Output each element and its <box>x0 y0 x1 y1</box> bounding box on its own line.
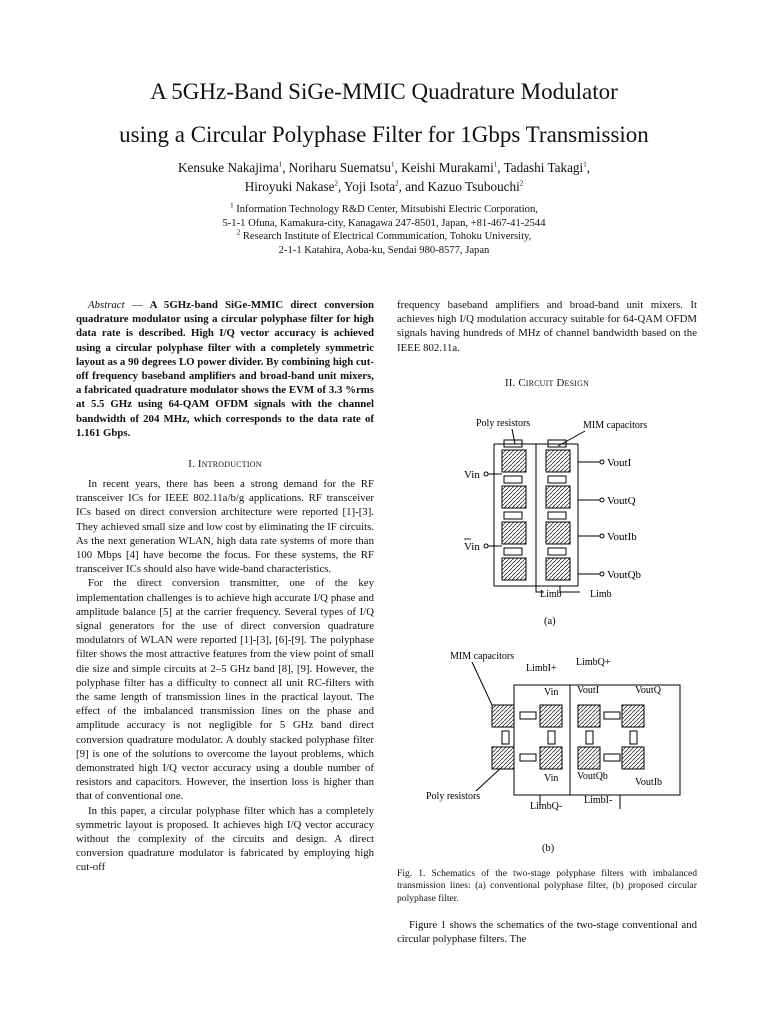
author: Keishi Murakami <box>401 160 494 175</box>
paragraph: In recent years, there has been a strong demand for the RF transceiver ICs for IEEE 802.11a/b/g applications. RF transceiver ICs based on direct conversion architecture were reported [1]-[3]. They achieved small size and low cost by eliminating the IF circuits. As the next generation WLAN, high data rate systems of more than 100 Mbps [4] have become the focus. For these systems, the RF transceiver ICs should also have wide-band characteristics. <box>76 478 374 576</box>
affiliation-line: 5-1-1 Ofuna, Kamakura-city, Kanagawa 247-8501, Japan, +81-467-41-2544 <box>222 217 546 229</box>
figure-sublabel-b: (b) <box>542 843 555 854</box>
figure-1b-schematic <box>420 645 700 855</box>
author: Hiroyuki Nakase <box>244 179 335 194</box>
vout-qb-label: VoutQb <box>577 771 608 782</box>
abstract-text: A 5GHz-band SiGe-MMIC direct conversion quadrature modulator using a circular polyphase filter for high data rate is described. High I/Q vector accuracy is achieved using a circular polyphase filter with a completely symmetric layout as a 90 degrees LO power divider. By combining high cut-off frequency baseband amplifiers and broad-band unit mixers, a fabricated quadrature modulator shows the EVM of 3.3 %rms at 5.5 GHz using 64-QAM OFDM signals with the channel bandwidth of 204 MHz, which corresponds to the data rate of 1.161 Gbps. <box>76 299 374 439</box>
figure-caption: Fig. 1. Schematics of the two-stage polyphase filters with imbalanced transmission lines: (a) conventional polyphase filter, (b) proposed circular polyphase filter. <box>397 868 697 904</box>
paper-title-line1: A 5GHz-Band SiGe-MMIC Quadrature Modulator <box>150 79 618 104</box>
section-heading-intro: I. Introduction <box>188 458 262 470</box>
vin-label: Vin <box>544 687 559 698</box>
vout-ib-label: VoutIb <box>635 777 663 788</box>
paragraph: In this paper, a circular polyphase filter which has a completely symmetric layout is proposed. It achieves high I/Q vector accuracy without the complexity of the circuits and design. A direct conversion quadrature modulator is fabricated by employing high cut-off <box>76 804 374 874</box>
vout-ib-label: VoutIb <box>607 531 637 543</box>
affiliation-line: Research Institute of Electrical Communication, Tohoku University, <box>242 231 532 242</box>
affiliation-line: 2-1-1 Katahira, Aoba-ku, Sendai 980-8577, Japan <box>278 244 490 256</box>
paper-title-line2: using a Circular Polyphase Filter for 1Gbps Transmission <box>119 122 649 147</box>
vout-qb-label: VoutQb <box>607 569 642 581</box>
author: Noriharu Suematsu <box>288 160 391 175</box>
affiliation-line: Information Technology R&D Center, Mitsubishi Electric Corporation, <box>236 204 538 215</box>
affiliations: $^1$ Information Technology R&D Center, Mitsubishi Electric Corporation, 5-1-1 Ofuna, Kamakura-city, Kanagawa 247-8501, Japan, +81-467-41-2544 $^2$ Research Institute of Electrical Communication, Tohoku University, 2-1-1 Katahira, Aoba-ku, Sendai 980-8577, Japan <box>222 201 546 256</box>
limb-label: Limb <box>540 589 562 600</box>
poly-resistors-label: Poly resistors <box>476 418 531 429</box>
author: Tadashi Takagi <box>503 160 584 175</box>
limb-label: Limb <box>590 589 612 600</box>
abstract-label: Abstract <box>88 299 125 311</box>
limb-i-plus-label: LimbI+ <box>526 663 557 674</box>
poly-resistors-label: Poly resistors <box>426 791 481 802</box>
author: and Kazuo Tsubouchi <box>405 179 520 194</box>
paragraph: For the direct conversion transmitter, one of the key implementation challenges is to achieve high accurate I/Q phase and amplitude balance [5] at the carrier frequency. Several types of I/Q signal generators for the use of direct conversion quadrature modulators of WLAN were reported [1]-[3], [6]-[9]. The polyphase filter shows the most attractive features from the view point of small die size and simple circuits at 2–5 GHz band [8], [9]. However, the polyphase filter has a difficulty to connect all unit RC-filters with the same length of transmission lines in the practical layout. The effect of the imbalanced transmission lines on the phase and amplitude accuracy is not negligible for 5 GHz band direct conversion quadrature modulator. A doubly stacked polyphase filter [9] is one of the solutions to overcome the layout problems, which demonstrated high I/Q vector accuracy using a double number of resistors and capacitors. However, the insertion loss is higher than that of conventional one. <box>76 577 374 803</box>
limb-i-minus-label: LimbI- <box>584 795 613 806</box>
vout-q-label: VoutQ <box>635 685 661 696</box>
vout-i-label: VoutI <box>607 457 632 469</box>
vout-i-label: VoutI <box>577 685 600 696</box>
right-column-text-bottom: Figure 1 shows the schematics of the two-stage conventional and circular polyphase filters. The <box>397 919 697 946</box>
mim-capacitors-label: MIM capacitors <box>583 420 648 431</box>
section-heading-circuit: II. Circuit Design <box>504 377 590 389</box>
vout-q-label: VoutQ <box>607 495 636 507</box>
mim-capacitors-label: MIM capacitors <box>450 651 515 662</box>
intro-body <box>76 477 374 875</box>
limb-q-minus-label: LimbQ- <box>530 801 563 812</box>
figure-1a-schematic <box>440 412 680 630</box>
vin-label: Vin <box>544 773 559 784</box>
author-list: Kensuke Nakajima$^1$, Noriharu Suematsu$^1$, Keishi Murakami$^1$, Tadashi Takagi$^1$, Hiroyuki Nakase$^2$, Yoji Isota$^2$, and Kazuo Tsubouchi$^2$ <box>178 160 590 194</box>
figure-sublabel-a: (a) <box>544 616 556 627</box>
limb-q-plus-label: LimbQ+ <box>576 657 611 668</box>
vin-label: Vin <box>464 469 480 481</box>
abstract: Abstract — A 5GHz-band SiGe-MMIC direct conversion quadrature modulator using a circular polyphase filter for high data rate is described. High I/Q vector accuracy is achieved using a circular polyphase filter with a completely symmetric layout as a 90 degrees LO power divider. By combining high cut-off frequency baseband amplifiers and broad-band unit mixers, a fabricated quadrature modulator shows the EVM of 3.3 %rms at 5.5 GHz using 64-QAM OFDM signals with the channel bandwidth of 204 MHz, which corresponds to the data rate of 1.161 Gbps. <box>76 299 374 439</box>
right-column-text: frequency baseband amplifiers and broad-band unit mixers. It achieves high I/Q modulation accuracy suitable for 64-QAM OFDM signals having hundreds of MHz of channel bandwidth based on the IEEE 802.11a. <box>397 299 697 354</box>
author: Yoji Isota <box>344 179 396 194</box>
author: Kensuke Nakajima <box>178 160 279 175</box>
vin-bar-label: Vin <box>464 541 480 553</box>
